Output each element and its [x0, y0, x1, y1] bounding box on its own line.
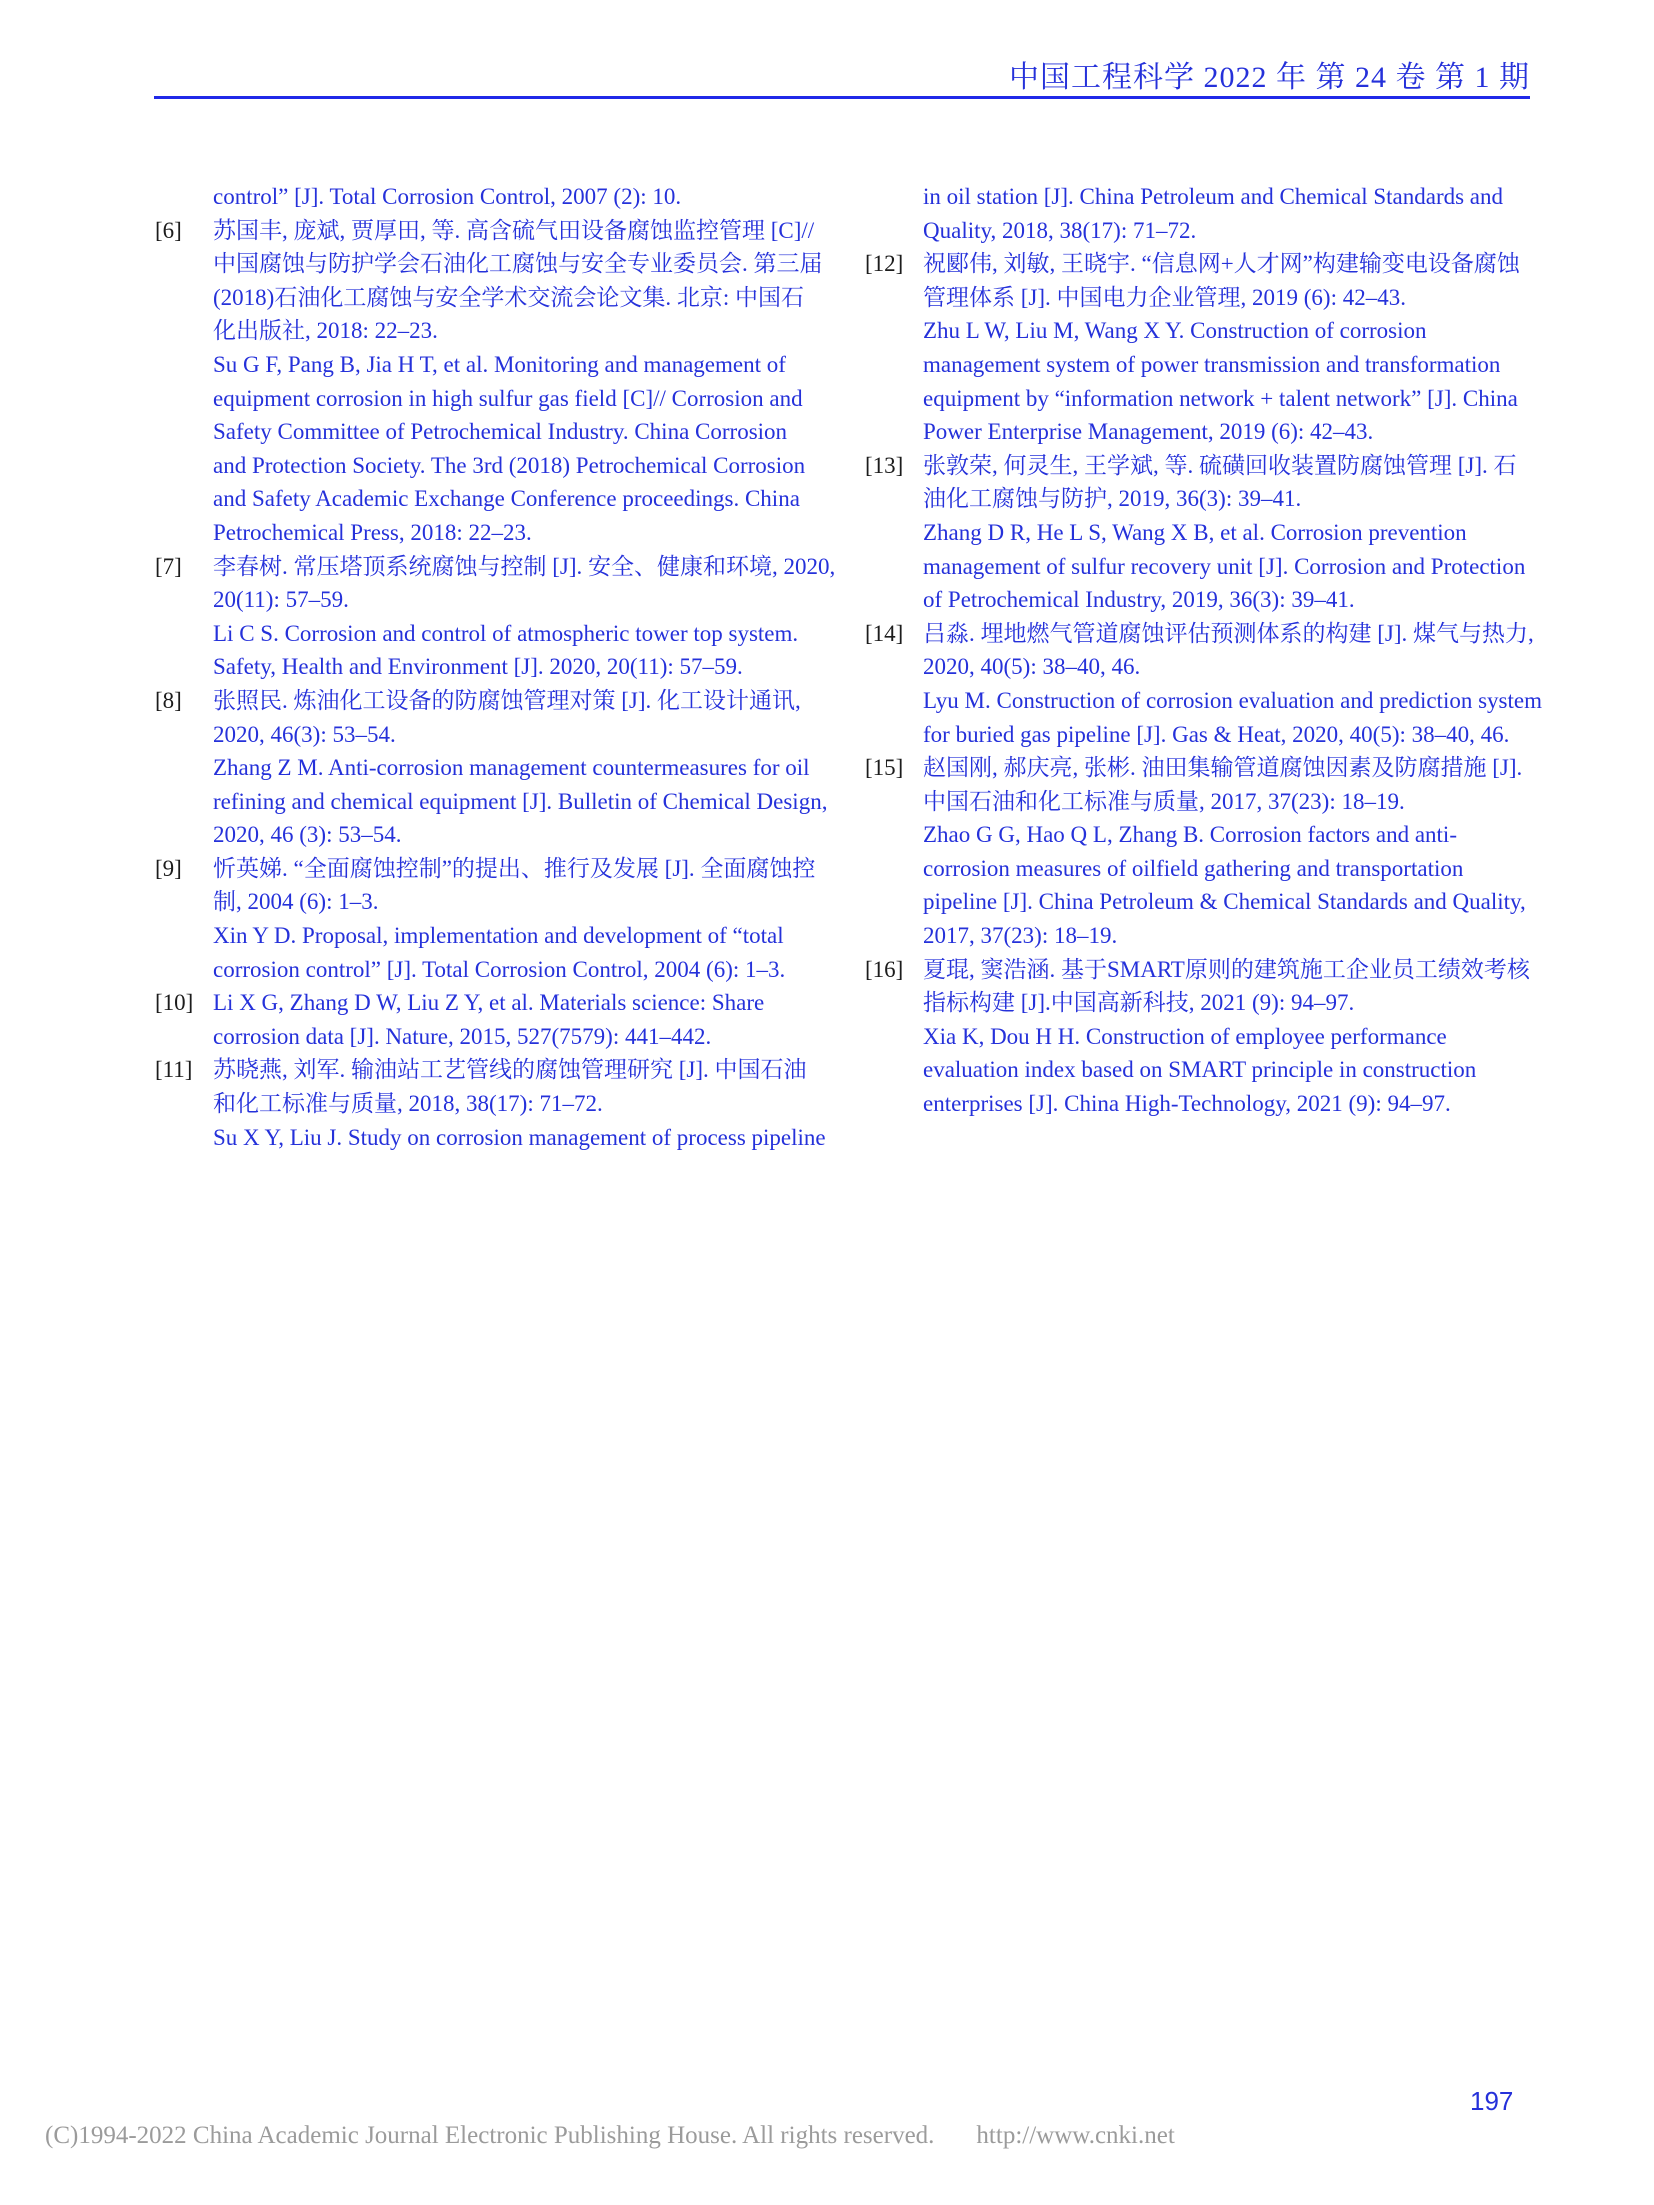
reference-number	[155, 180, 213, 214]
reference-line: 指标构建 [J].中国高新科技, 2021 (9): 94–97.	[923, 990, 1355, 1016]
reference-line: Li C S. Corrosion and control of atmospheric tower top system.	[213, 620, 799, 646]
reference-entry	[155, 214, 823, 550]
reference-line: equipment corrosion in high sulfur gas field [C]// Corrosion and	[213, 385, 803, 411]
reference-line: 赵国刚, 郝庆亮, 张彬. 油田集输管道腐蚀因素及防腐措施 [J].	[923, 755, 1523, 781]
reference-line: 制, 2004 (6): 1–3.	[213, 889, 379, 915]
reference-number: [10]	[155, 990, 194, 1016]
reference-line: 油化工腐蚀与防护, 2019, 36(3): 39–41.	[923, 486, 1302, 512]
copyright-text: (C)1994-2022 China Academic Journal Electronic Publishing House. All rights reserved.	[45, 2122, 935, 2149]
reference-line: Su G F, Pang B, Jia H T, et al. Monitoring and management of	[213, 351, 786, 377]
reference-entry	[155, 1053, 826, 1154]
reference-line: Zhang D R, He L S, Wang X B, et al. Corrosion prevention	[923, 519, 1467, 545]
reference-entry	[155, 986, 820, 1053]
page-number: 197	[1470, 2086, 1514, 2116]
reference-number: [7]	[155, 553, 182, 579]
reference-line: 20(11): 57–59.	[213, 587, 349, 613]
reference-line: evaluation index based on SMART principle in construction	[923, 1057, 1477, 1083]
reference-line: Safety Committee of Petrochemical Industry. China Corrosion	[213, 419, 788, 445]
reference-line: 2017, 37(23): 18–19.	[923, 923, 1118, 949]
reference-line: and Protection Society. The 3rd (2018) Petrochemical Corrosion	[213, 452, 806, 478]
reference-line: Safety, Health and Environment [J]. 2020, 20(11): 57–59.	[213, 654, 743, 680]
reference-line: refining and chemical equipment [J]. Bulletin of Chemical Design,	[213, 788, 828, 814]
reference-line: Petrochemical Press, 2018: 22–23.	[213, 519, 532, 545]
reference-number: [8]	[155, 687, 182, 713]
reference-number	[865, 180, 923, 247]
reference-line: 夏琨, 窦浩涵. 基于SMART原则的建筑施工企业员工绩效考核	[923, 956, 1530, 982]
reference-line: corrosion data [J]. Nature, 2015, 527(7579): 441–442.	[213, 1023, 712, 1049]
reference-line: for buried gas pipeline [J]. Gas & Heat, 2020, 40(5): 38–40, 46.	[923, 721, 1510, 747]
reference-number: [13]	[865, 452, 904, 478]
reference-entry	[865, 617, 1542, 751]
footer-url: http://www.cnki.net	[976, 2122, 1175, 2149]
reference-line: 吕淼. 埋地燃气管道腐蚀评估预测体系的构建 [J]. 煤气与热力,	[923, 620, 1534, 646]
reference-number: [16]	[865, 956, 904, 982]
reference-line: Zhang Z M. Anti-corrosion management countermeasures for oil	[213, 755, 810, 781]
reference-line: 2020, 46(3): 53–54.	[213, 721, 396, 747]
reference-entry	[155, 684, 828, 852]
reference-line: 李春树. 常压塔顶系统腐蚀与控制 [J]. 安全、健康和环境, 2020,	[213, 553, 836, 579]
reference-line: Li X G, Zhang D W, Liu Z Y, et al. Materials science: Share	[213, 990, 765, 1016]
reference-entry	[155, 180, 820, 214]
reference-line: corrosion control” [J]. Total Corrosion Control, 2004 (6): 1–3.	[213, 956, 786, 982]
reference-line: Quality, 2018, 38(17): 71–72.	[923, 217, 1197, 243]
page-footer	[45, 2122, 1175, 2150]
journal-header-text: 中国工程科学 2022 年 第 24 卷 第 1 期	[1009, 61, 1530, 94]
references-column-left	[155, 180, 836, 1154]
reference-entry	[865, 449, 1530, 617]
reference-line: Zhao G G, Hao Q L, Zhang B. Corrosion factors and anti-	[923, 822, 1457, 848]
reference-line: Xin Y D. Proposal, implementation and development of “total	[213, 923, 784, 949]
reference-entry	[865, 180, 1530, 247]
reference-number: [6]	[155, 217, 182, 243]
references-column-right	[865, 180, 1542, 1121]
reference-line: of Petrochemical Industry, 2019, 36(3): 39–41.	[923, 587, 1355, 613]
reference-line: 忻英娣. “全面腐蚀控制”的提出、推行及发展 [J]. 全面腐蚀控	[213, 855, 816, 881]
reference-line: 张敦荣, 何灵生, 王学斌, 等. 硫磺回收装置防腐蚀管理 [J]. 石	[923, 452, 1517, 478]
reference-line: pipeline [J]. China Petroleum & Chemical Standards and Quality,	[923, 889, 1526, 915]
reference-entry	[865, 953, 1530, 1121]
reference-line: control” [J]. Total Corrosion Control, 2007 (2): 10.	[213, 184, 682, 209]
reference-number: [12]	[865, 251, 904, 277]
reference-entry	[155, 852, 820, 986]
reference-line: 化出版社, 2018: 22–23.	[213, 318, 438, 344]
reference-line: management of sulfur recovery unit [J]. Corrosion and Protection	[923, 553, 1526, 579]
reference-entry	[865, 751, 1530, 953]
reference-number: [11]	[155, 1057, 193, 1083]
reference-number: [15]	[865, 755, 904, 781]
reference-line: 2020, 46 (3): 53–54.	[213, 822, 402, 848]
reference-number: [14]	[865, 620, 904, 646]
reference-entry	[865, 247, 1530, 449]
reference-line: (2018)石油化工腐蚀与安全学术交流会论文集. 北京: 中国石	[213, 284, 804, 310]
reference-line: 苏晓燕, 刘军. 输油站工艺管线的腐蚀管理研究 [J]. 中国石油	[213, 1057, 807, 1083]
reference-line: Power Enterprise Management, 2019 (6): 42–43.	[923, 419, 1374, 445]
reference-number: [9]	[155, 855, 182, 881]
reference-line: Zhu L W, Liu M, Wang X Y. Construction of corrosion	[923, 318, 1427, 344]
reference-line: Lyu M. Construction of corrosion evaluation and prediction system	[923, 687, 1542, 713]
reference-line: 2020, 40(5): 38–40, 46.	[923, 654, 1141, 680]
reference-line: 中国石油和化工标准与质量, 2017, 37(23): 18–19.	[923, 788, 1405, 814]
reference-line: enterprises [J]. China High-Technology, 2021 (9): 94–97.	[923, 1091, 1451, 1117]
reference-line: 和化工标准与质量, 2018, 38(17): 71–72.	[213, 1091, 603, 1117]
reference-line: Xia K, Dou H H. Construction of employee performance	[923, 1023, 1447, 1049]
reference-line: management system of power transmission and transformation	[923, 351, 1501, 377]
reference-line: and Safety Academic Exchange Conference proceedings. China	[213, 486, 800, 512]
header-divider	[154, 96, 1530, 99]
reference-entry	[155, 550, 836, 684]
reference-line: 张照民. 炼油化工设备的防腐蚀管理对策 [J]. 化工设计通讯,	[213, 687, 801, 713]
reference-line: in oil station [J]. China Petroleum and Chemical Standards and	[923, 184, 1504, 209]
reference-line: 中国腐蚀与防护学会石油化工腐蚀与安全专业委员会. 第三届	[213, 251, 823, 277]
reference-line: 苏国丰, 庞斌, 贾厚田, 等. 高含硫气田设备腐蚀监控管理 [C]//	[213, 217, 815, 243]
reference-line: corrosion measures of oilfield gathering and transportation	[923, 855, 1464, 881]
reference-line: 祝郾伟, 刘敏, 王晓宇. “信息网+人才网”构建输变电设备腐蚀	[923, 251, 1520, 277]
reference-line: equipment by “information network + talent network” [J]. China	[923, 385, 1518, 411]
reference-line: 管理体系 [J]. 中国电力企业管理, 2019 (6): 42–43.	[923, 284, 1406, 310]
reference-line: Su X Y, Liu J. Study on corrosion management of process pipeline	[213, 1124, 826, 1150]
